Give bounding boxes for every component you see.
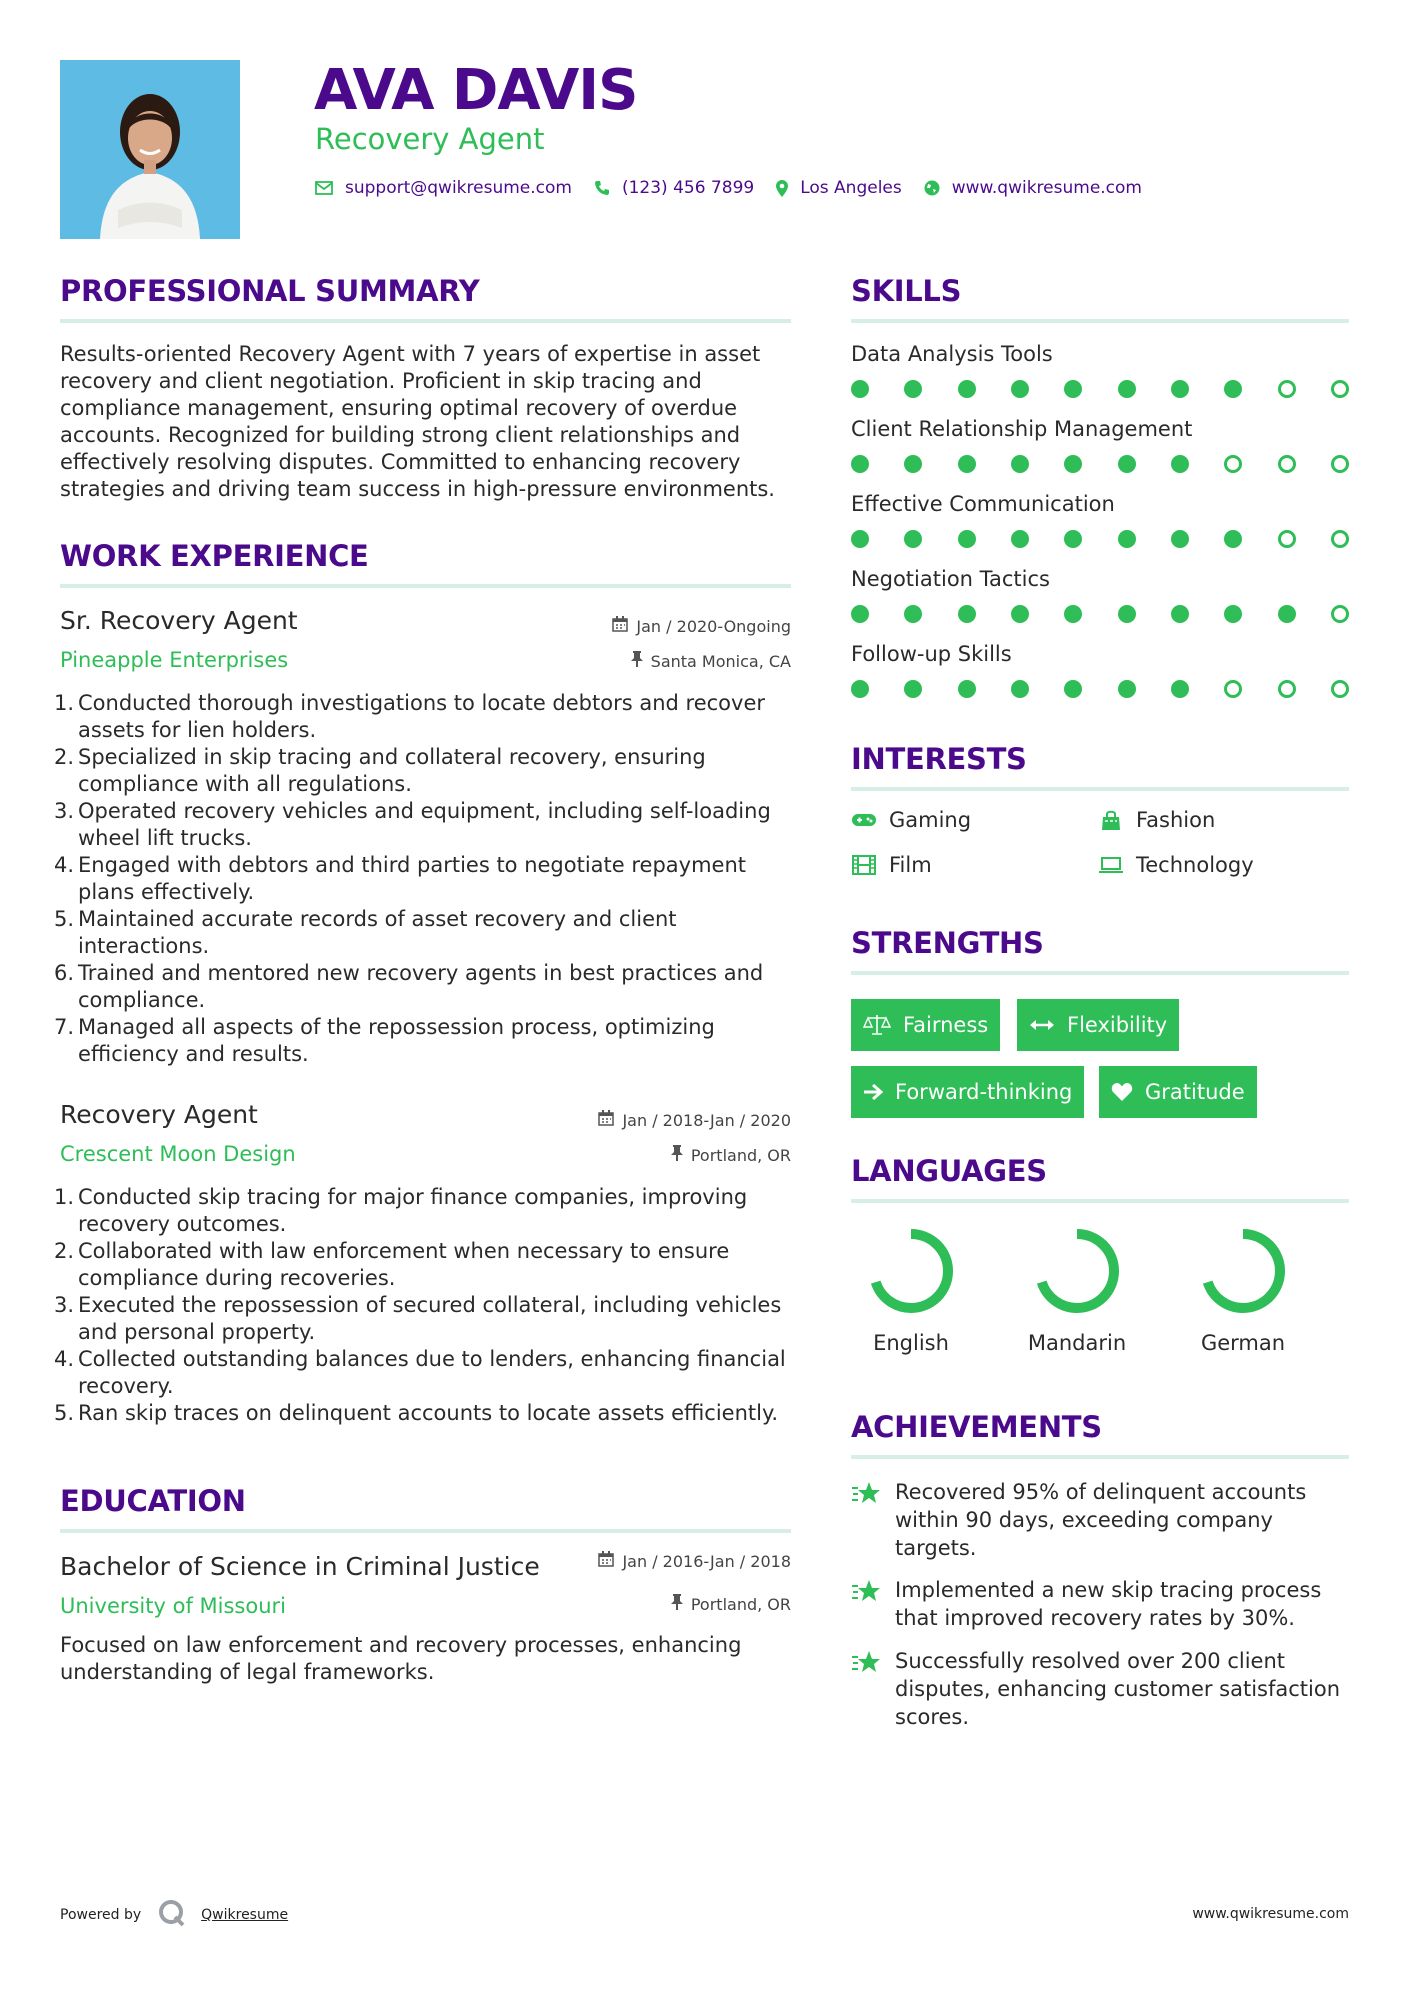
rating-dot-filled: [1171, 680, 1189, 698]
rating-dot-empty: [1278, 380, 1296, 398]
star-icon: [851, 1578, 881, 1606]
rating-dot-empty: [1278, 680, 1296, 698]
summary-heading: PROFESSIONAL SUMMARY: [60, 274, 480, 308]
achievement-item: Recovered 95% of delinquent accounts within 90 days, exceeding company targets.: [851, 1478, 1349, 1562]
skill-rating: [851, 380, 1349, 398]
strength-tag: Flexibility: [1017, 999, 1179, 1051]
job-bullets: [54, 1184, 791, 1427]
arrow-right-icon: [863, 1083, 883, 1101]
summary-line: Results-oriented Recovery Agent with 7 years of expertise in asset: [60, 342, 761, 366]
rating-dot-filled: [904, 605, 922, 623]
gamepad-icon: [851, 809, 877, 831]
strength-tag: Gratitude: [1099, 1066, 1257, 1118]
job-location: [631, 651, 791, 671]
footer-brand-link[interactable]: Qwikresume: [201, 1907, 289, 1923]
language-name: English: [873, 1331, 949, 1355]
laptop-icon: [1098, 854, 1124, 876]
rating-dot-filled: [851, 455, 869, 473]
rating-dot-filled: [1064, 530, 1082, 548]
skill-rating: [851, 530, 1349, 548]
education-description: Focused on law enforcement and recovery processes, enhancing understanding of legal frameworks.: [60, 1633, 742, 1684]
job-company: Crescent Moon Design: [60, 1142, 296, 1166]
skill-rating: [851, 605, 1349, 623]
job-location-text: Portland, OR: [690, 1145, 791, 1165]
interest-item: Fashion: [1098, 808, 1215, 832]
skills-rule: [851, 319, 1349, 323]
list-item: 7. Managed all aspects of the repossession process, optimizing efficiency and results.: [54, 1015, 715, 1066]
rating-dot-filled: [1118, 380, 1136, 398]
rating-dot-filled: [1171, 455, 1189, 473]
job-dates-text: Jan / 2018-Jan / 2020: [622, 1110, 791, 1130]
contact-phone[interactable]: (123) 456 7899: [621, 178, 755, 198]
calendar-icon: [598, 1551, 614, 1571]
qwikresume-logo-icon: [157, 1898, 187, 1932]
summary-line: compliance management, ensuring optimal recovery of overdue: [60, 396, 738, 420]
shopping-bag-icon: [1098, 809, 1124, 831]
rating-dot-empty: [1331, 605, 1349, 623]
summary-rule: [60, 319, 791, 323]
summary-text: [60, 341, 791, 503]
rating-dot-empty: [1278, 530, 1296, 548]
rating-dot-filled: [904, 380, 922, 398]
rating-dot-filled: [1118, 680, 1136, 698]
job-bullets: [54, 690, 791, 1068]
rating-dot-filled: [1278, 605, 1296, 623]
language-name: German: [1200, 1331, 1286, 1355]
rating-dot-filled: [1011, 530, 1029, 548]
strength-tag: Forward-thinking: [851, 1066, 1084, 1118]
job-dates: [612, 616, 791, 636]
rating-dot-empty: [1331, 380, 1349, 398]
rating-dot-empty: [1278, 455, 1296, 473]
education-location-text: Portland, OR: [690, 1594, 791, 1614]
rating-dot-filled: [1118, 605, 1136, 623]
rating-dot-filled: [958, 605, 976, 623]
rating-dot-filled: [1171, 380, 1189, 398]
job-dates-text: Jan / 2020-Ongoing: [636, 616, 791, 636]
skill-name: Negotiation Tactics: [851, 567, 1050, 591]
list-item: 5. Maintained accurate records of asset recovery and client interactions.: [54, 907, 677, 958]
degree-title: Bachelor of Science in Criminal Justice: [60, 1552, 540, 1581]
interest-item: Technology: [1098, 853, 1254, 877]
footer-powered-by: Powered by Qwikresume: [60, 1898, 288, 1932]
list-item: 3. Executed the repossession of secured collateral, including vehicles and personal property.: [54, 1293, 782, 1344]
skill-name: Effective Communication: [851, 492, 1115, 516]
summary-line: strategies and driving team success in high-pressure environments.: [60, 477, 775, 501]
rating-dot-empty: [1331, 530, 1349, 548]
rating-dot-filled: [1118, 455, 1136, 473]
achievement-item: Implemented a new skip tracing process that improved recovery rates by 30%.: [851, 1576, 1349, 1632]
star-icon: [851, 1649, 881, 1677]
rating-dot-filled: [958, 380, 976, 398]
film-icon: [851, 854, 877, 876]
job-location: [671, 1145, 791, 1165]
job-title: Recovery Agent: [60, 1100, 258, 1129]
education-location: [671, 1594, 791, 1614]
rating-dot-filled: [851, 380, 869, 398]
strength-tag: Fairness: [851, 999, 1000, 1051]
rating-dot-filled: [904, 680, 922, 698]
rating-dot-empty: [1331, 455, 1349, 473]
candidate-name: AVA DAVIS: [314, 58, 638, 123]
interests-rule: [851, 787, 1349, 791]
language-progress-arc: [1206, 1234, 1280, 1308]
list-item: 5. Ran skip traces on delinquent accounts to locate assets efficiently.: [54, 1401, 779, 1425]
skill-name: Client Relationship Management: [851, 417, 1193, 441]
interest-item: Film: [851, 853, 932, 877]
pushpin-icon: [631, 651, 643, 671]
list-item: 3. Operated recovery vehicles and equipment, including self-loading wheel lift trucks.: [54, 799, 771, 850]
rating-dot-filled: [1011, 680, 1029, 698]
balance-scale-icon: [863, 1014, 891, 1036]
rating-dot-filled: [958, 680, 976, 698]
rating-dot-empty: [1331, 680, 1349, 698]
rating-dot-filled: [1224, 380, 1242, 398]
skill-name: Data Analysis Tools: [851, 342, 1053, 366]
contact-location: Los Angeles: [800, 178, 902, 198]
globe-icon: [924, 180, 940, 196]
rating-dot-filled: [851, 530, 869, 548]
pushpin-icon: [671, 1594, 683, 1614]
interest-item: Gaming: [851, 808, 971, 832]
list-item: 2. Collaborated with law enforcement when necessary to ensure compliance during recoveries.: [54, 1239, 730, 1290]
school-name: University of Missouri: [60, 1594, 286, 1618]
rating-dot-filled: [1224, 530, 1242, 548]
rating-dot-filled: [1064, 680, 1082, 698]
rating-dot-filled: [851, 605, 869, 623]
education-rule: [60, 1529, 791, 1533]
education-dates-text: Jan / 2016-Jan / 2018: [622, 1551, 791, 1571]
list-item: 1. Conducted thorough investigations to locate debtors and recover assets for lien holders.: [54, 691, 765, 742]
achievement-item: Successfully resolved over 200 client disputes, enhancing customer satisfaction scores.: [851, 1647, 1349, 1731]
rating-dot-filled: [958, 455, 976, 473]
language-progress-ring: [1197, 1225, 1289, 1317]
rating-dot-filled: [958, 530, 976, 548]
languages-heading: LANGUAGES: [851, 1154, 1047, 1188]
rating-dot-filled: [851, 680, 869, 698]
list-item: 6. Trained and mentored new recovery agents in best practices and compliance.: [54, 961, 764, 1012]
rating-dot-filled: [1171, 530, 1189, 548]
calendar-icon: [612, 616, 628, 636]
contact-row: [315, 178, 1164, 198]
skill-name: Follow-up Skills: [851, 642, 1012, 666]
job-title: Sr. Recovery Agent: [60, 606, 298, 635]
skill-rating: [851, 680, 1349, 698]
strengths-rule: [851, 971, 1349, 975]
education-heading: EDUCATION: [60, 1484, 246, 1518]
envelope-icon: [315, 181, 333, 195]
phone-icon: [594, 180, 610, 196]
list-item: 4. Engaged with debtors and third parties to negotiate repayment plans effectively.: [54, 853, 747, 904]
candidate-role: Recovery Agent: [315, 122, 545, 156]
list-item: 2. Specialized in skip tracing and collateral recovery, ensuring compliance with all regulations.: [54, 745, 706, 796]
calendar-icon: [598, 1110, 614, 1130]
rating-dot-empty: [1224, 455, 1242, 473]
pushpin-icon: [671, 1145, 683, 1165]
language-progress-arc: [1040, 1234, 1114, 1308]
rating-dot-filled: [1011, 455, 1029, 473]
job-company: Pineapple Enterprises: [60, 648, 289, 672]
experience-heading: WORK EXPERIENCE: [60, 539, 369, 573]
strengths-heading: STRENGTHS: [851, 926, 1044, 960]
rating-dot-filled: [1118, 530, 1136, 548]
education-dates: [598, 1551, 791, 1571]
skills-heading: SKILLS: [851, 274, 962, 308]
summary-line: recovery and client negotiation. Proficient in skip tracing and: [60, 369, 702, 393]
rating-dot-filled: [904, 530, 922, 548]
languages-rule: [851, 1199, 1349, 1203]
map-pin-icon: [776, 180, 788, 197]
arrows-horizontal-icon: [1029, 1018, 1055, 1032]
heart-icon: [1111, 1082, 1133, 1102]
experience-rule: [60, 584, 791, 588]
language-progress-arc: [874, 1234, 948, 1308]
profile-photo: [60, 60, 240, 239]
list-item: 4. Collected outstanding balances due to lenders, enhancing financial recovery.: [54, 1347, 786, 1398]
rating-dot-filled: [1064, 605, 1082, 623]
rating-dot-filled: [1064, 380, 1082, 398]
language-item: [1007, 1225, 1147, 1355]
rating-dot-filled: [904, 455, 922, 473]
rating-dot-empty: [1224, 680, 1242, 698]
rating-dot-filled: [1064, 455, 1082, 473]
language-progress-ring: [1031, 1225, 1123, 1317]
contact-email[interactable]: support@qwikresume.com: [345, 178, 572, 198]
star-icon: [851, 1480, 881, 1508]
skill-rating: [851, 455, 1349, 473]
rating-dot-filled: [1171, 605, 1189, 623]
achievements-heading: ACHIEVEMENTS: [851, 1410, 1102, 1444]
rating-dot-filled: [1011, 605, 1029, 623]
summary-line: effectively resolving disputes. Committed to enhancing recovery: [60, 450, 741, 474]
rating-dot-filled: [1224, 605, 1242, 623]
rating-dot-filled: [1011, 380, 1029, 398]
footer-website[interactable]: www.qwikresume.com: [1192, 1906, 1349, 1922]
interests-heading: INTERESTS: [851, 742, 1027, 776]
job-location-text: Santa Monica, CA: [650, 651, 791, 671]
language-item: [841, 1225, 981, 1355]
job-dates: [598, 1110, 791, 1130]
summary-line: accounts. Recognized for building strong client relationships and: [60, 423, 741, 447]
language-item: [1173, 1225, 1313, 1355]
list-item: 1. Conducted skip tracing for major finance companies, improving recovery outcomes.: [54, 1185, 748, 1236]
language-progress-ring: [865, 1225, 957, 1317]
achievements-rule: [851, 1455, 1349, 1459]
contact-website[interactable]: www.qwikresume.com: [951, 178, 1142, 198]
language-name: Mandarin: [1027, 1331, 1127, 1355]
